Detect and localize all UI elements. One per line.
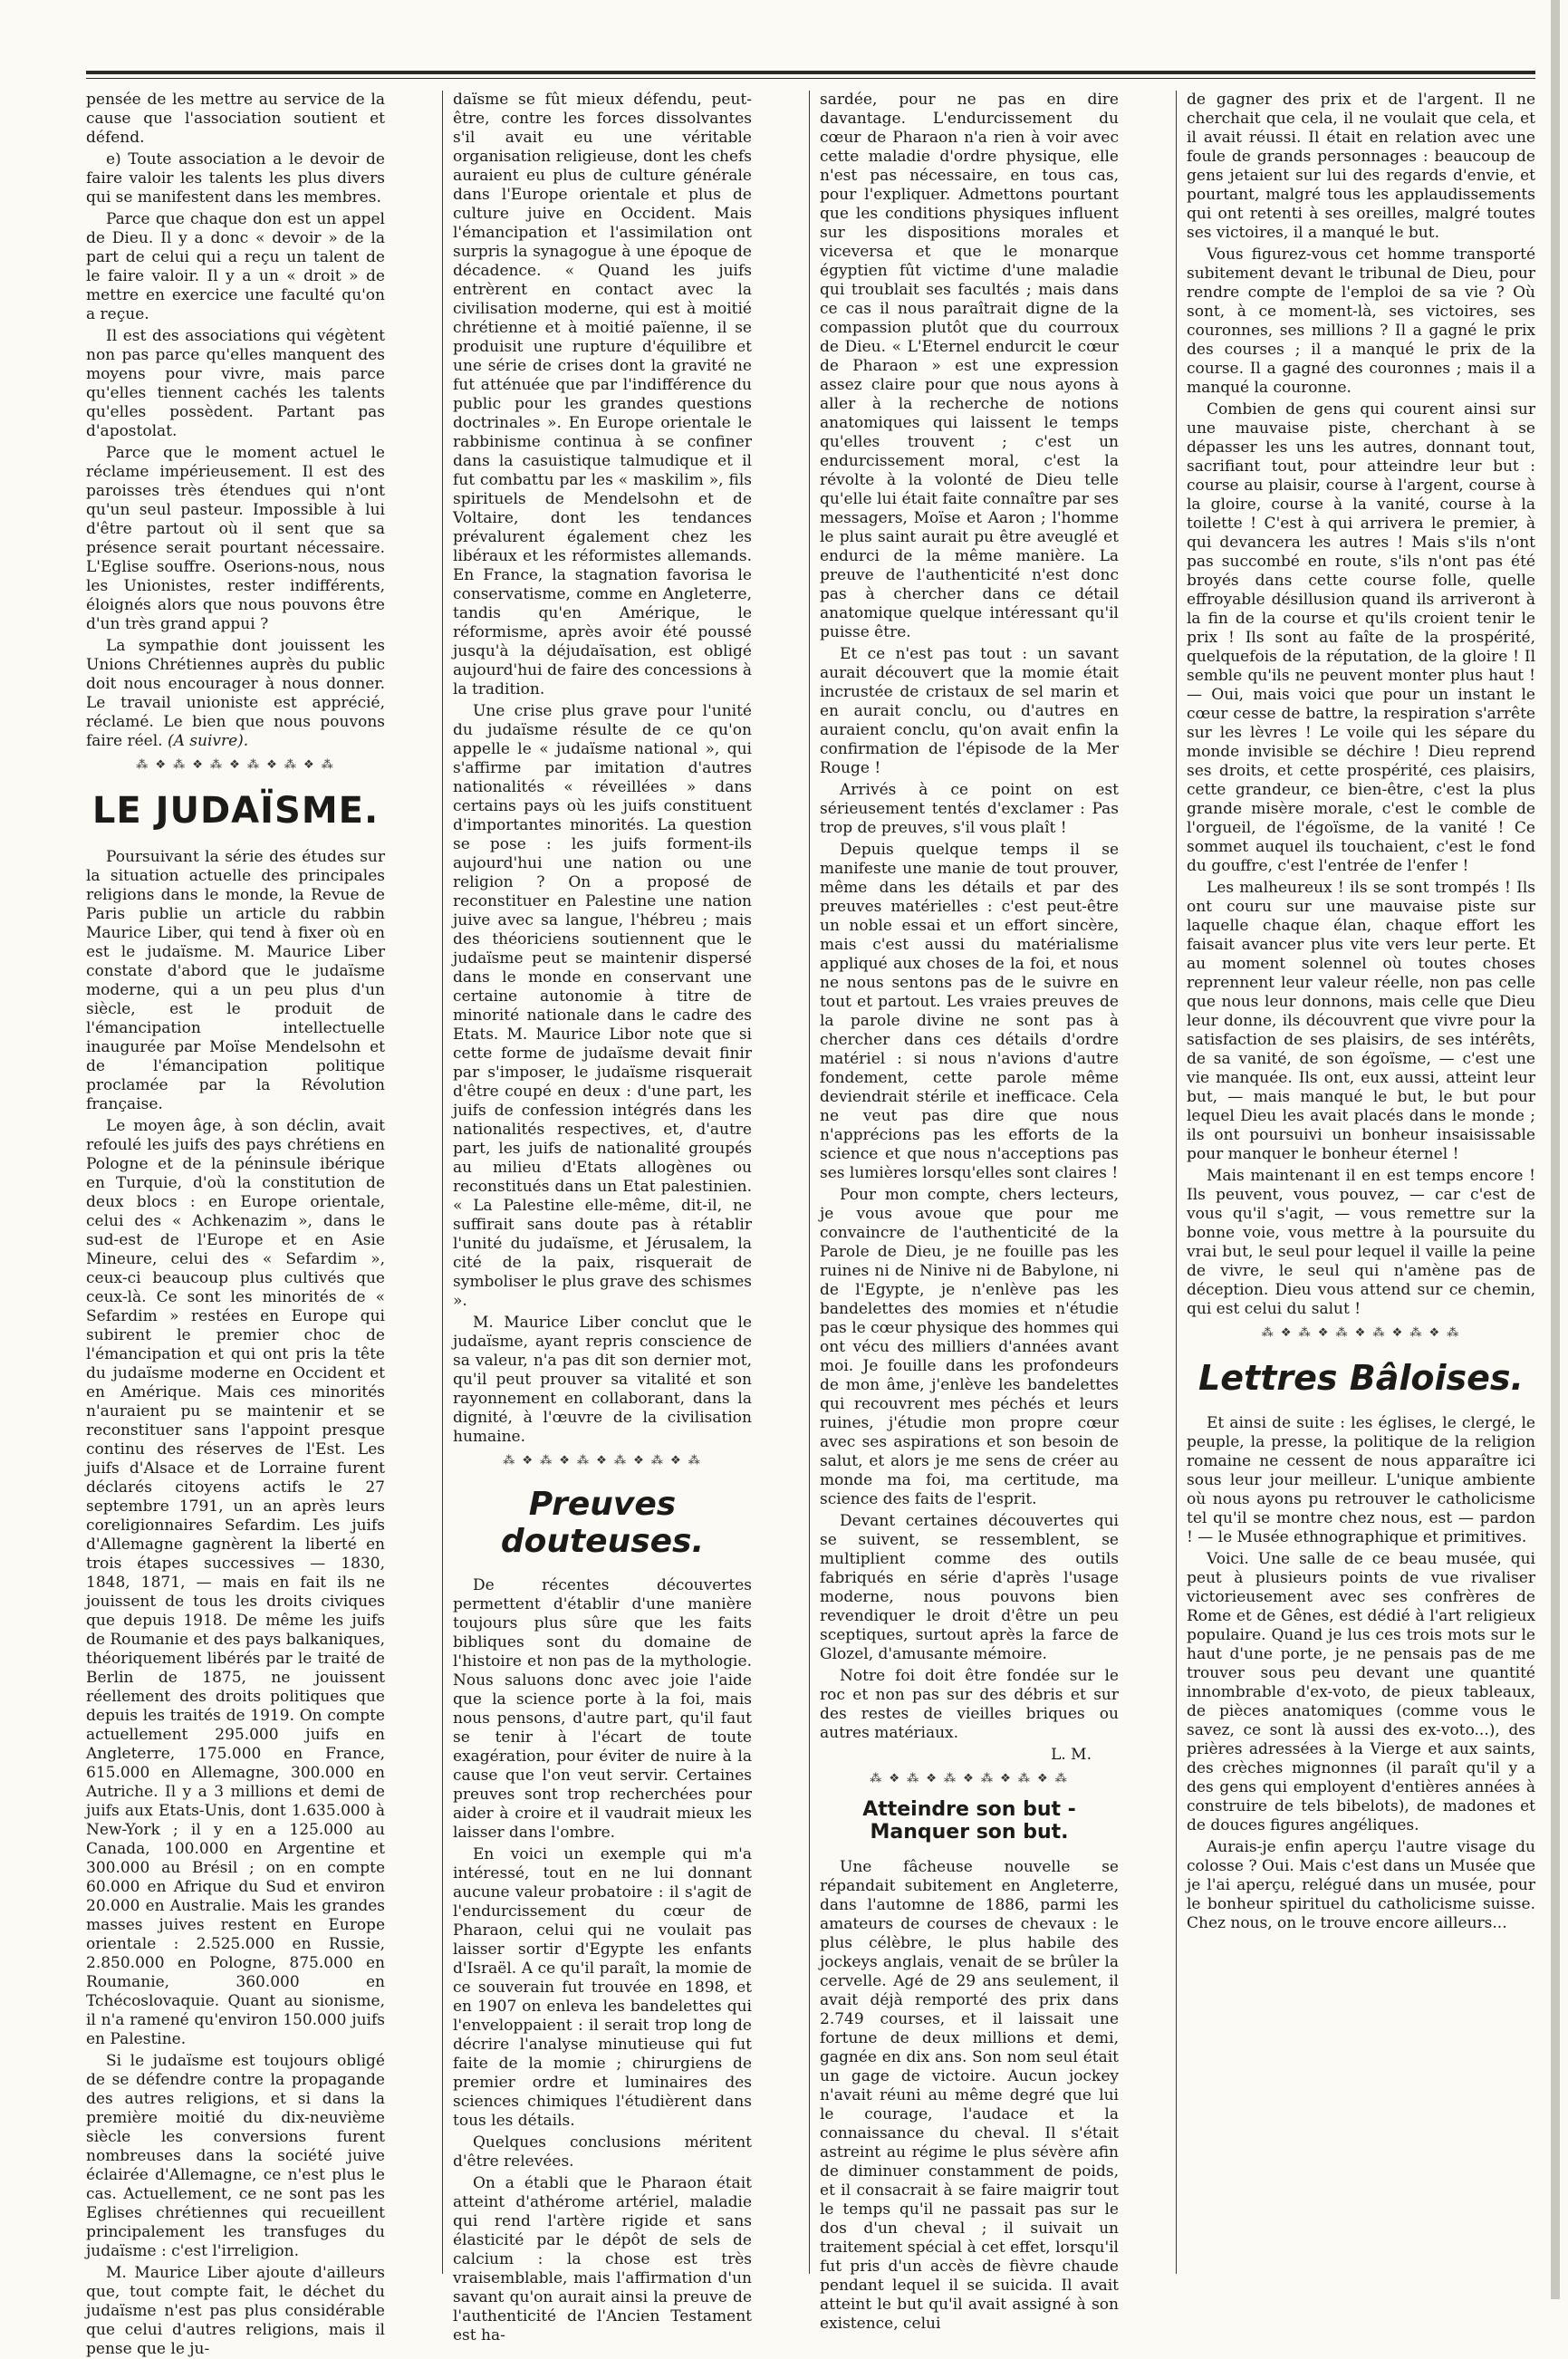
paragraph: Si le judaïsme est toujours obligé de se défendre contre la propagande des autres religions, et si dans la première moitié du dix-neuvième siècle les conversions furent nombreuses dans la société juive éclairée d'Allemagne, ce n'est plus le cas. Actuellement, ce ne sont pas les Eglises chrétiennes qui recueillent principalement les transfuges du judaïsme : c'est l'irreligion. xyxy=(86,2052,385,2260)
paragraph: Parce que le moment actuel le réclame impérieusement. Il est des paroisses très étendues qui n'ont qu'un seul pasteur. Impossible à lui d'être partout où il sent que sa présence serait pourtant nécessaire. L'Eglise souffre. Oserions-nous, nous les Unionistes, rester indifférents, éloignés alors que nous pouvons être d'un très grand appui ? xyxy=(86,444,385,633)
column-divider xyxy=(1176,91,1177,2274)
article-heading-preuves: Preuves douteuses. xyxy=(500,1486,705,1560)
paragraph: Vous figurez-vous cet homme transporté subitement devant le tribunal de Dieu, pour rendre compte de l'emploi de sa vie ? Où sont, à ce moment-là, ses victoires, ses couronnes, ses millions ? Il a gagné le prix des courses ; il a manqué le prix de la course. Il a gagné des couronnes ; mais il a manqué la couronne. xyxy=(1187,246,1535,397)
paragraph: Voici. Une salle de ce beau musée, qui peut à plusieurs points de vue rivaliser victorieusement avec ses confrères de Rome et de Gênes, est dédié à l'art religieux populaire. Quand je lus ces trois mots sur le haut d'une porte, je ne pensais pas de me trouver sous peu devant une quantité innombrable d'ex-voto, de pieux tableaux, de pièces anatomiques (comme vous le savez, ce sont là aussi des ex-voto...), des prières adressées à la Vierge et aux saints, des crèches mignonnes (il paraît qu'il y a des gens qui employent d'entières années à construire de tels bibelots), de madones et de douces figures angéliques. xyxy=(1187,1550,1535,1834)
paragraph: Les malheureux ! ils se sont trompés ! Ils ont couru sur une mauvaise piste sur laquelle chaque élan, chaque effort les faisait avancer plus vite vers leur perte. Et au moment solennel où toutes choses reprennent leur valeur réelle, non pas celle que nous leur donnons, mais celle que Dieu leur donne, ils découvrent que vivre pour la satisfaction de ses plaisirs, de ses intérêts, de sa vanité, de son égoïsme, — c'est une vie manquée. Ils ont, eux aussi, atteint leur but, — mais manqué le but, le but pour lequel Dieu les avait placés dans le monde ; ils ont poursuivi un bonheur insaisissable pour manquer le bonheur éternel ! xyxy=(1187,879,1535,1163)
paragraph: M. Maurice Liber conclut que le judaïsme, ayant repris conscience de sa valeur, n'a pas dit son dernier mot, qu'il peut prouver sa vitalité et son rayonnement en collaborant, dans la dignité, à l'œuvre de la civilisation humaine. xyxy=(453,1314,752,1446)
paragraph: Le moyen âge, à son déclin, avait refoulé les juifs des pays chrétiens en Pologne et de la péninsule ibérique en Turquie, d'où la constitution de deux blocs : en Europe orientale, celui des « Achkenazim », dans le sud-est de l'Europe et en Asie Mineure, celui des « Sefardim », ceux-ci beaucoup plus cultivés que ceux-là. Ce sont les minorités de « Sefardim » restées en Europe qui subirent le premier choc de l'émancipation et qui ont pris la tête du judaïsme moderne en Occident et en Amérique. Mais ces minorités n'auraient pu se maintenir et se reconstituer sans l'appoint presque continu des réserves de l'Est. Les juifs d'Alsace et de Lorraine furent déclarés citoyens actifs le 27 septembre 1791, un an après leurs coreligionnaires Sefardim. Les juifs d'Allemagne gagnèrent la liberté en trois étapes successives — 1830, 1848, 1871, — mais en fait ils ne jouissent de tous les droits civiques que depuis 1918. De même les juifs de Roumanie et des pays balkaniques, théoriquement libérés par le traité de Berlin de 1875, ne jouissent réellement des droits politiques que depuis les traités de 1919. On compte actuellement 295.000 juifs en Angleterre, 175.000 en France, 615.000 en Allemagne, 300.000 en Autriche. Il y a 3 millions et demi de juifs aux Etats-Unis, dont 1.635.000 à New-York ; il y en a 125.000 au Canada, 100.000 en Argentine et 300.000 au Brésil ; on en compte 60.000 en Afrique du Sud et environ 20.000 en Australie. Mais les grandes masses juives restent en Europe orientale : 2.525.000 en Russie, 2.850.000 en Pologne, 875.000 en Roumanie, 360.000 en Tchécoslovaquie. Quant au sionisme, il n'a ramené qu'environ 150.000 juifs en Palestine. xyxy=(86,1117,385,2048)
paragraph: e) Toute association a le devoir de faire valoir les talents les plus divers qui se manifestent dans les membres. xyxy=(86,150,385,207)
article-heading-lettres: Lettres Bâloises. xyxy=(1198,1358,1524,1398)
paragraph: Il est des associations qui végètent non pas parce qu'elles manquent des moyens pour vivre, mais parce qu'elles tiennent cachés les talents qu'elles possèdent. Partant pas d'apostolat. xyxy=(86,327,385,440)
paragraph: Combien de gens qui courent ainsi sur une mauvaise piste, cherchant à se dépasser les uns les autres, donnant tout, sacrifiant tout, pour atteindre leur but : course au plaisir, course à l'argent, course à la gloire, course à la vanité, course à la toilette ! C'est à qui arrivera le premier, à qui devancera les autres ! Mais s'ils n'ont pas succombé en route, s'ils n'ont pas été broyés dans cette course folle, quelle effroyable désillusion quand ils arriveront à la fin de la course et qu'ils croient tenir le prix ! Ils sont au faîte de la prospérité, quelquefois de la réputation, de la gloire ! Il semble qu'ils ne peuvent monter plus haut ! — Oui, mais voici que pour un instant le cœur cesse de battre, la respiration s'arrête sur les lèvres ! Le voile qui les sépare du monde invisible se déchire ! Dieu reprend ses droits, et cette prospérité, ces plaisirs, cette grandeur, ce bien-être, c'est la plus grande misère morale, c'est le comble de l'orgueil, de l'égoïsme, de la vanité ! Ce sommet auquel ils touchaient, c'est le fond du gouffre, c'est l'entrée de l'enfer ! xyxy=(1187,400,1535,875)
paragraph: On a établi que le Pharaon était atteint d'athérome artériel, maladie qui rend l'artère rigide et sans élasticité par le dépôt de sels de calcium : la chose est très vraisemblable, mais l'affirmation d'un savant qu'on aurait ainsi la preuve de l'authenticité de l'Ancien Testament est ha- xyxy=(453,2174,752,2345)
paragraph: Quelques conclusions méritent d'être relevées. xyxy=(453,2133,752,2171)
column-1 xyxy=(86,91,385,2358)
paragraph: Aurais-je enfin aperçu l'autre visage du colosse ? Oui. Mais c'est dans un Musée que je l'ai aperçu, relégué dans un musée, pour le bonheur spirituel du catholicisme suisse. Chez nous, on le trouve encore ailleurs... xyxy=(1187,1838,1535,1932)
paragraph: Poursuivant la série des études sur la situation actuelle des principales religions dans le monde, la Revue de Paris publie un article du rabbin Maurice Liber, qui tend à fixer où en est le judaïsme. M. Maurice Liber constate d'abord que le judaïsme moderne, qui a un peu plus d'un siècle, est le produit de l'émancipation intellectuelle inaugurée par Moïse Mendelsohn et de l'émancipation politique proclamée par la Révolution française. xyxy=(86,848,385,1113)
paragraph: Devant certaines découvertes qui se suivent, se ressemblent, se multiplient comme des outils fabriqués en série d'après l'usage moderne, nous pouvons bien revendiquer le droit d'être un peu sceptiques, surtout après la farce de Glozel, d'amusante mémoire. xyxy=(820,1512,1119,1663)
article-heading-atteindre: Atteindre son but - Manquer son but. xyxy=(862,1798,1076,1844)
column-2 xyxy=(453,91,752,2345)
paragraph: En voici un exemple qui m'a intéressé, tout en ne lui donnant aucune valeur probatoire : il s'agit de l'endurcissement du cœur de Pharaon, celui qui ne voulait pas laisser sortir d'Egypte les enfants d'Israël. A ce qu'il paraît, la momie de ce souverain fut trouvée en 1898, et en 1907 on enleva les bandelettes qui l'enveloppaient : il serait trop long de décrire l'analyse minutieuse qui fut faite de la momie ; chirurgiens de premier ordre et luminaires des sciences chimiques l'étudièrent dans tous les détails. xyxy=(453,1845,752,2130)
paragraph: M. Maurice Liber ajoute d'ailleurs que, tout compte fait, le déchet du judaïsme n'est pas plus considérable que celui d'autres religions, mais il pense que le ju- xyxy=(86,2264,385,2358)
continuation-note: (A suivre). xyxy=(167,732,249,750)
paragraph: De récentes découvertes permettent d'établir d'une manière toujours plus sûre que les faits bibliques sont du domaine de l'histoire et non pas de la mythologie. Nous saluons donc avec joie l'aide que la science porte à la foi, mais nous pensons, d'autre part, qu'il faut se tenir à l'écart de toute exagération, pour éviter de nuire à la cause que l'on veut servir. Certaines preuves sont trop recherchées pour aider à croire et il vaudrait mieux les laisser dans l'ombre. xyxy=(453,1576,752,1842)
paragraph: Pour mon compte, chers lecteurs, je vous avoue que pour me convaincre de l'authenticité de la Parole de Dieu, je ne fouille pas les ruines ni de Ninive ni de Babylone, ni de l'Egypte, je n'enlève pas les bandelettes des momies et n'étudie pas le cœur physique des hommes qui ont vécu des milliers d'années avant moi. Je fouille dans les profondeurs de mon âme, j'enlève les bandelettes qui recouvrent mes péchés et leurs ruines, j'étudie mon propre cœur avec ses aspirations et son besoin de salut, et alors je me sens de créer au monde ma foi, ma certitude, ma science des faits de l'esprit. xyxy=(820,1186,1119,1508)
author-signature: L. M. xyxy=(1051,1746,1092,1764)
paragraph: Et ce n'est pas tout : un savant aurait découvert que la momie était incrustée de cristaux de sel marin et en aurait conclu, ou d'autres en auraient conclu, qu'on avait enfin la confirmation de l'épisode de la Mer Rouge ! xyxy=(820,645,1119,777)
article-heading-judaisme: LE JUDAÏSME. xyxy=(91,790,380,832)
column-divider xyxy=(442,91,443,2274)
paragraph: Arrivés à ce point on est sérieusement tentés d'exclamer : Pas trop de preuves, s'il vous plaît ! xyxy=(820,781,1119,837)
paragraph-text: La sympathie dont jouissent les Unions Chrétiennes auprès du public doit nous encourager à nous donner. Le travail unioniste est apprécié, réclamé. Le bien que nous pouvons faire réel. xyxy=(86,637,385,750)
page-edge-shadow xyxy=(1551,0,1560,2299)
ornament-divider: ⁂ ❖ ⁂ ❖ ⁂ ❖ ⁂ ❖ ⁂ ❖ ⁂ xyxy=(870,1772,1069,1786)
column-divider xyxy=(809,91,810,2274)
paragraph: daïsme se fût mieux défendu, peut-être, contre les forces dissolvantes s'il avait eu une véritable organisation religieuse, dont les chefs auraient eu plus de culture générale dans l'Europe orientale et plus de culture juive en Occident. Mais l'émancipation et l'assimilation ont surpris la synagogue à une époque de décadence. « Quand les juifs entrèrent en contact avec la civilisation moderne, qui est à moitié chrétienne et à moitié païenne, il se produisit une rupture d'équilibre et une série de crises dont la gravité ne fut atténuée que par l'indifférence du public pour les grandes questions doctrinales ». En Europe orientale le rabbinisme continua à se confiner dans la casuistique talmudique et il fut combattu par les « maskilim », fils spirituels de Mendelsohn et de Voltaire, dont les tendances prévalurent également chez les libéraux et les réformistes allemands. En France, la stagnation favorisa le conservatisme, comme en Angleterre, tandis qu'en Amérique, le réformisme, après avoir été poussé jusqu'à la déjudaïsation, est obligé aujourd'hui de faire des concessions à la tradition. xyxy=(453,91,752,698)
paragraph: Une crise plus grave pour l'unité du judaïsme résulte de ce qu'on appelle le « judaïsme national », qui s'affirme par imitation d'autres nationalités « réveillées » dans certains pays où les juifs constituent d'importantes minorités. La question se pose : les juifs forment-ils aujourd'hui une nation ou une religion ? On a proposé de reconstituer en Palestine une nation juive avec sa langue, l'hébreu ; mais des théoriciens soutiennent que le judaïsme peut se maintenir dispersé dans le monde en conservant une certaine autonomie à titre de minorité nationale dans le cadre des Etats. M. Maurice Libor note que si cette forme de judaïsme devait finir par s'imposer, le judaïsme risquerait d'être coupé en deux : d'une part, les juifs de confession intégrés dans les nationalités respectives, et, d'autre part, les juifs de nationalité groupés au milieu d'Etats allogènes ou reconstitués dans un Etat palestinien. « La Palestine elle-même, dit-il, ne suffirait sans doute pas à rétablir l'unité du judaïsme, et Jérusalem, la cité de la paix, risquerait de symboliser le plus grave des schismes ». xyxy=(453,702,752,1310)
paragraph: Notre foi doit être fondée sur le roc et non pas sur des débris et sur des restes de vieilles briques ou autres matériaux. xyxy=(820,1667,1119,1742)
paragraph: Et ainsi de suite : les églises, le clergé, le peuple, la presse, la politique de la religion romaine ne cessent de nous apparaître ici sous leur jour meilleur. L'unique ambiente où nous ayons pu retrouver le catholicisme tel qu'il se montre chez nous, est — pardon ! — le Musée ethnographique et primitives. xyxy=(1187,1414,1535,1546)
paragraph: Depuis quelque temps il se manifeste une manie de tout prouver, même dans les détails et par des preuves matérielles : c'est peut-être un noble essai et un effort sincère, mais c'est aussi du matérialisme appliqué aux choses de la foi, et nous ne nous sentons pas de le suivre en tout et partout. Les vraies preuves de la parole divine ne sont pas à chercher dans ces détails d'ordre matériel : si nous n'avions d'autre fondement, cette parole même deviendrait stérile et inefficace. Cela ne veut pas dire que nous n'apprécions pas les efforts de la science et que nous n'acceptions pas ses lumières lorsqu'elles sont claires ! xyxy=(820,841,1119,1182)
paragraph: sardée, pour ne pas en dire davantage. L'endurcissement du cœur de Pharaon n'a rien à voir avec cette maladie d'ordre physique, elle n'est pas nécessaire, en tous cas, pour l'expliquer. Admettons pourtant que les conditions physiques influent sur les dispositions morales et viceversa et que le monarque égyptien fût victime d'une maladie qui troublait ses facultés ; mais dans ce cas il nous paraîtrait digne de la compassion plutôt que du courroux de Dieu. « L'Eternel endurcit le cœur de Pharaon » est une expression assez claire pour que nous ayons à aller à la recherche de notions anatomiques qui laissent le temps qu'elles trouvent ; c'est un endurcissement moral, c'est la révolte à la volonté de Dieu telle qu'elle lui était faite connaître par ses messagers, Moïse et Aaron ; l'homme le plus saint aurait pu être aveuglé et endurci de la même manière. La preuve de l'authenticité n'est donc pas à chercher dans ce détail anatomique quelque intéressant qu'il puisse être. xyxy=(820,91,1119,641)
top-rule xyxy=(86,71,1535,74)
paragraph: Une fâcheuse nouvelle se répandait subitement en Angleterre, dans l'automne de 1886, parmi les amateurs de courses de chevaux : le plus célèbre, le plus habile des jockeys anglais, venait de se brûler la cervelle. Agé de 29 ans seulement, il avait déjà remporté des prix dans 2.749 courses, et il laissait une fortune de deux millions et demi, gagnée en dix ans. Son nom seul était un gage de victoire. Aucun jockey n'avait réuni au même degré que lui le courage, l'audace et la connaissance du cheval. Il s'était astreint au régime le plus sévère afin de diminuer constamment de poids, et il consacrait à se faire maigrir tout le temps qu'il ne passait pas sur le dos d'un cheval ; il suivait un traitement spécial à cet effet, lorsqu'il fut pris d'un accès de fièvre chaude pendant lequel il se suicida. Il avait atteint le but qu'il avait assigné à son existence, celui xyxy=(820,1858,1119,2333)
paragraph: Mais maintenant il en est temps encore ! Ils peuvent, vous pouvez, — car c'est de vous qu'il s'agit, — vous remettre sur la bonne voie, vous mettre à la poursuite du vrai but, le seul pour lequel il vaille la peine de vivre, le seul qui n'amène pas de déception. Dieu vous attend sur ce chemin, qui est celui du salut ! xyxy=(1187,1167,1535,1318)
column-3 xyxy=(820,91,1119,2333)
paragraph xyxy=(86,637,385,751)
column-4 xyxy=(1187,91,1535,2283)
paragraph: pensée de les mettre au service de la cause que l'association soutient et défend. xyxy=(86,91,385,147)
paragraph: de gagner des prix et de l'argent. Il ne cherchait que cela, il ne voulait que cela, et il avait réussi. Il était en relation avec une foule de grands personnages : beaucoup de gens jetaient sur lui des regards d'envie, et pourtant, malgré tous les applaudissements qui ont retenti à ses oreilles, malgré toutes ses victoires, il a manqué le but. xyxy=(1187,91,1535,242)
ornament-divider: ⁂ ❖ ⁂ ❖ ⁂ ❖ ⁂ ❖ ⁂ ❖ ⁂ xyxy=(1261,1326,1461,1340)
top-rule-thin xyxy=(86,78,1535,79)
paragraph: Parce que chaque don est un appel de Dieu. Il y a donc « devoir » de la part de celui qui a reçu un talent de le faire valoir. Il y a un « droit » de mettre en exercice une faculté qu'on a reçue. xyxy=(86,210,385,323)
ornament-divider: ⁂ ❖ ⁂ ❖ ⁂ ❖ ⁂ ❖ ⁂ ❖ ⁂ xyxy=(503,1454,702,1468)
ornament-divider: ⁂ ❖ ⁂ ❖ ⁂ ❖ ⁂ ❖ ⁂ ❖ ⁂ xyxy=(136,758,335,772)
